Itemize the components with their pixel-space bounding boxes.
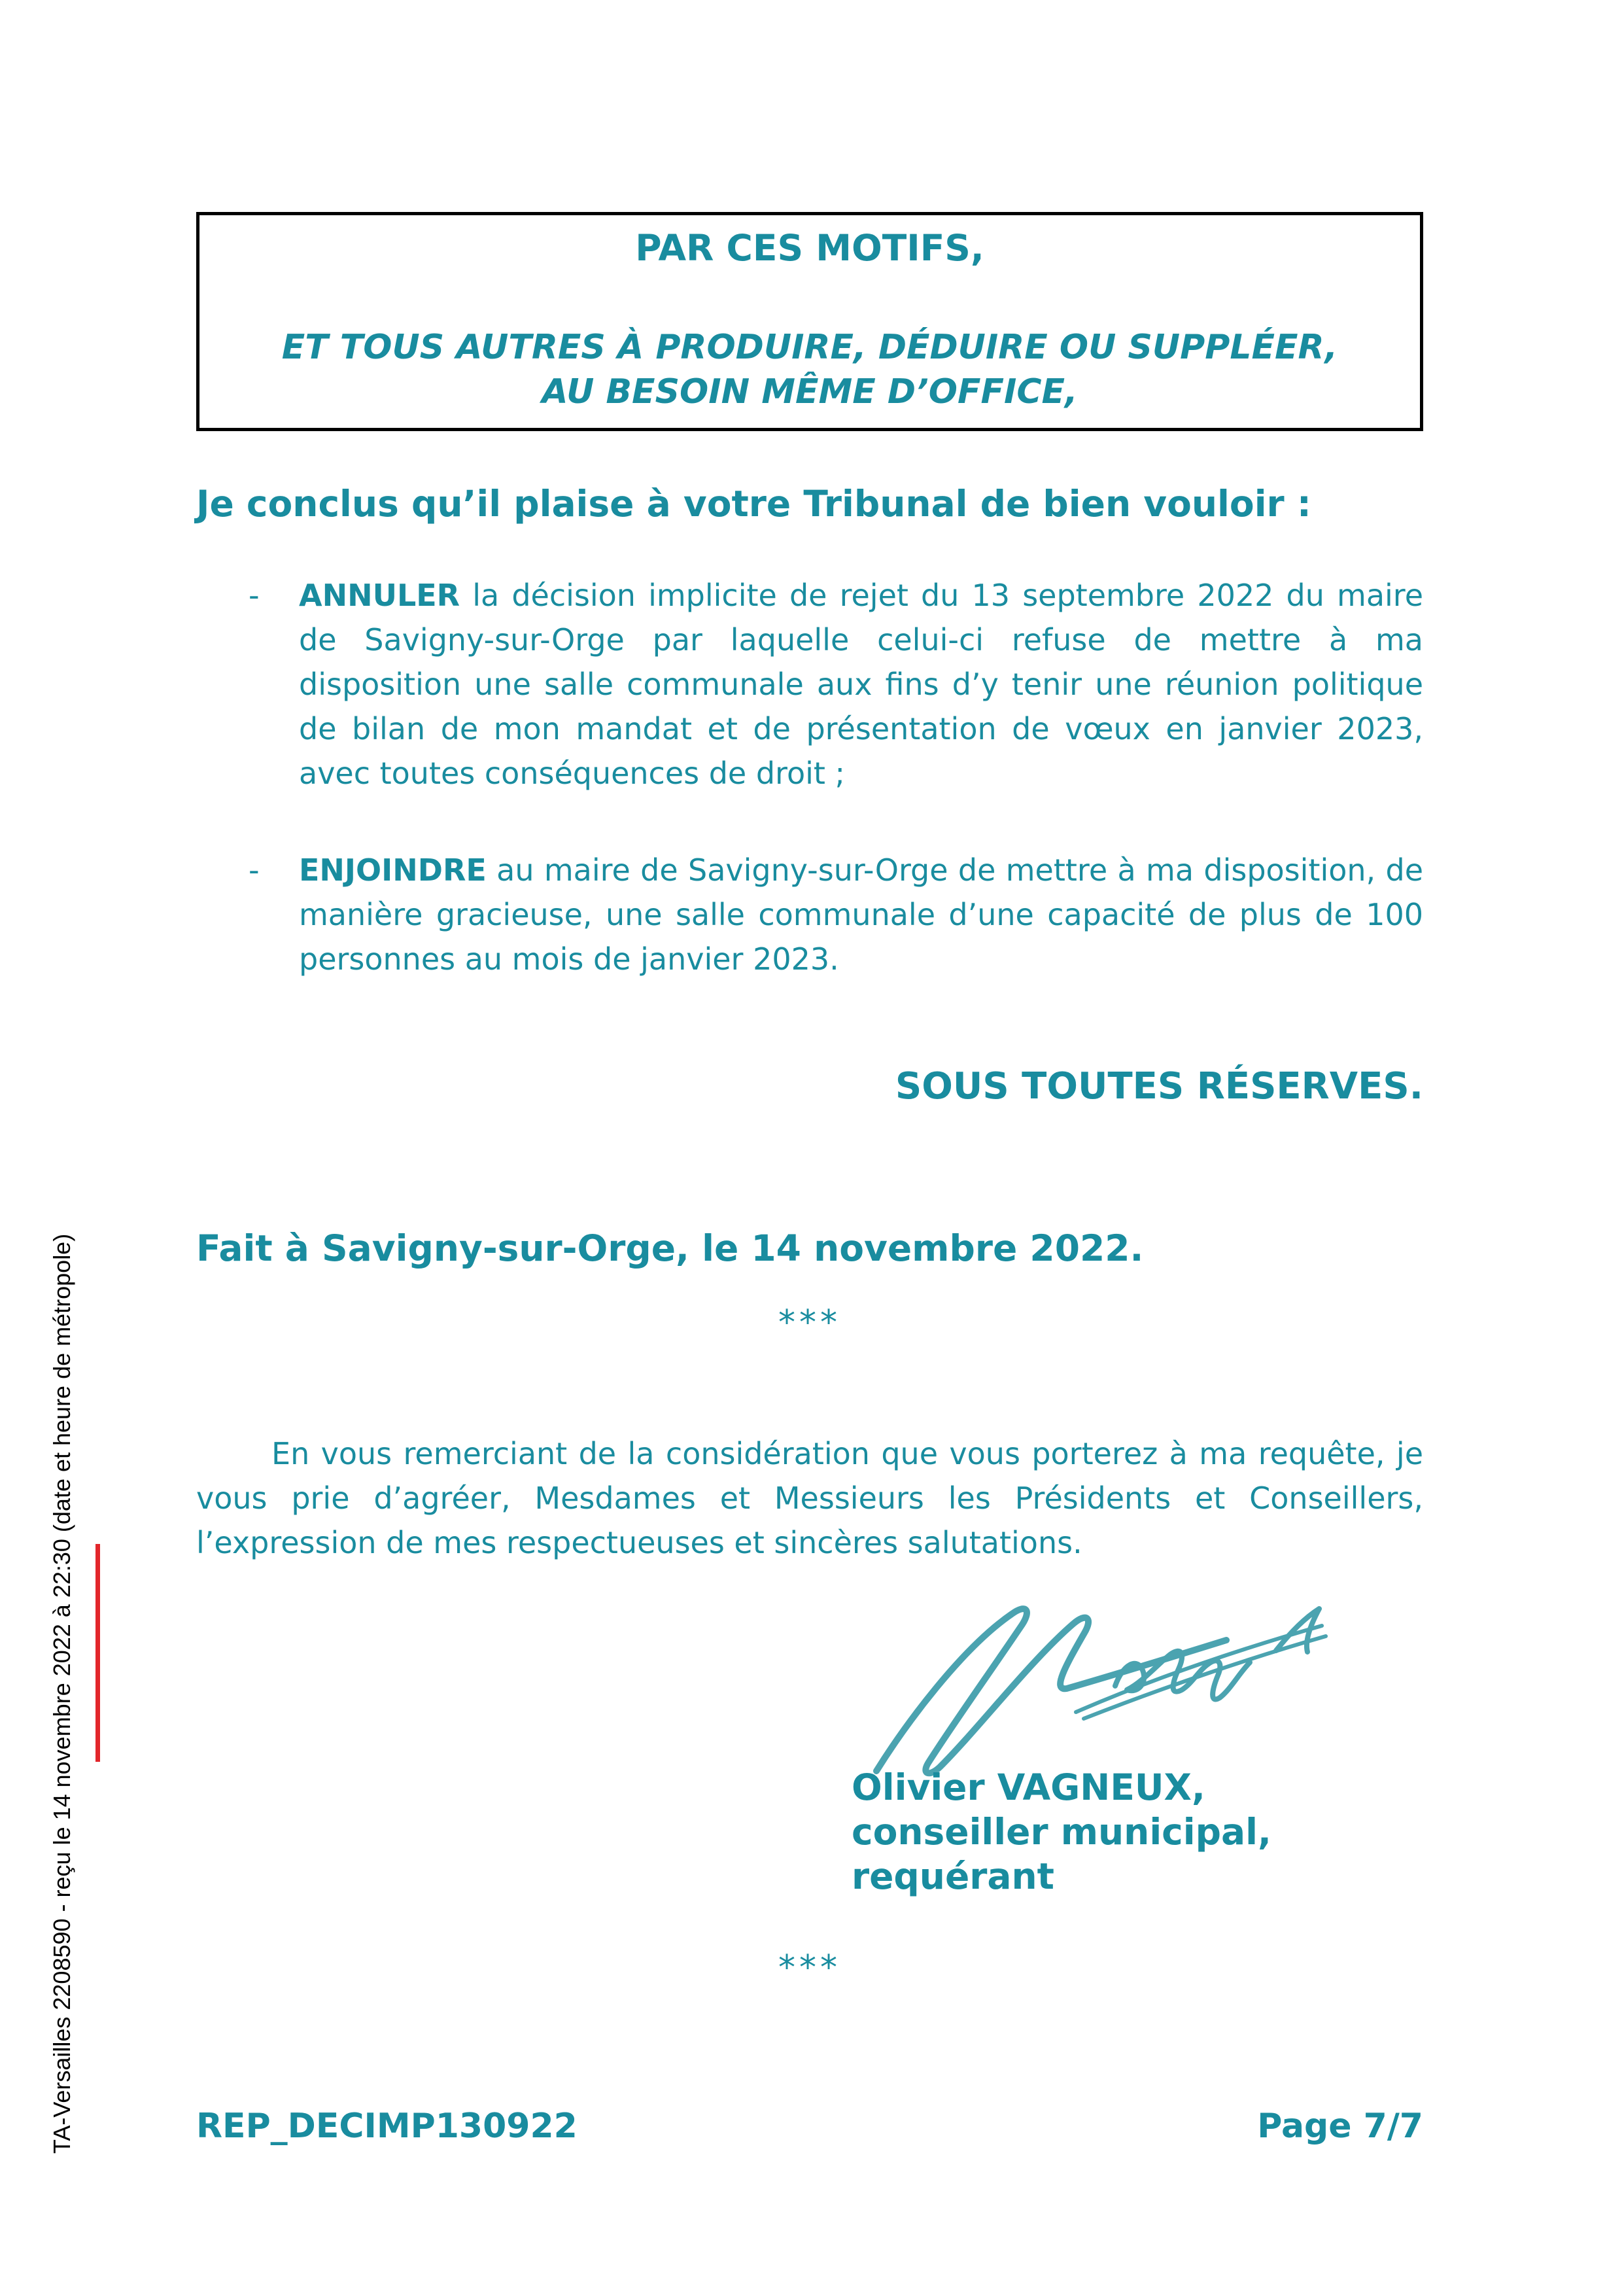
motifs-subtitle-line2: AU BESOIN MÊME D’OFFICE, [542,372,1078,412]
page-footer [196,2107,1423,2146]
motifs-subtitle-line1: ET TOUS AUTRES À PRODUIRE, DÉDUIRE OU SUPPLÉER, [281,328,1338,367]
bullet-text-annuler: la décision implicite de rejet du 13 septembre 2022 du maire de Savigny-sur-Orge par laquelle celui-ci refuse de mettre à ma disposition une salle communale aux fins d’y tenir une réunion politique de bilan de mon mandat et de présentation de vœux en janvier 2023, avec toutes conséquences de droit ; [299,578,1423,791]
closing-paragraph: En vous remerciant de la considération que vous porterez à ma requête, je vous prie d’agréer, Mesdames et Messieurs les Présidents et Conseillers, l’expression de mes respectueuses et sincères salutations. [196,1436,1423,1560]
signer-name: Olivier VAGNEUX, [852,1766,1205,1808]
motifs-title: PAR CES MOTIFS, [635,227,984,269]
signature-scribble [860,1586,1341,1783]
bullet-text-enjoindre: au maire de Savigny-sur-Orge de mettre à ma disposition, de manière gracieuse, une salle communale d’une capacité de plus de 100 personnes au mois de janvier 2023. [299,852,1423,977]
par-ces-motifs-box [196,212,1423,431]
footer-document-reference: REP_DECIMP130922 [196,2107,578,2146]
bullet-dash: - [249,852,260,888]
bullet-dash: - [249,578,260,613]
received-date-underline [95,1544,100,1762]
motifs-subtitle [199,325,1420,414]
section-separator: *** [778,1948,841,1988]
signer-title: conseiller municipal, [852,1811,1271,1853]
conclusion-intro: Je conclus qu’il plaise à votre Tribunal de bien vouloir : [196,483,1311,525]
list-item-annuler [196,573,1423,796]
signer-block [852,1765,1271,1899]
conclusions-list [196,573,1423,981]
footer-page-number: Page 7/7 [1257,2107,1423,2146]
bullet-lead-annuler: ANNULER [299,578,460,613]
list-item-enjoindre [196,848,1423,981]
place-and-date: Fait à Savigny-sur-Orge, le 14 novembre 2022. [196,1227,1144,1269]
court-receipt-stamp: TA-Versailles 2208590 - reçu le 14 novembre 2022 à 22:30 (date et heure de métropole) [48,1233,75,2154]
section-separator: *** [778,1303,841,1342]
sous-toutes-reserves: SOUS TOUTES RÉSERVES. [895,1065,1423,1108]
bullet-lead-enjoindre: ENJOINDRE [299,852,487,888]
signer-role: requérant [852,1855,1054,1897]
